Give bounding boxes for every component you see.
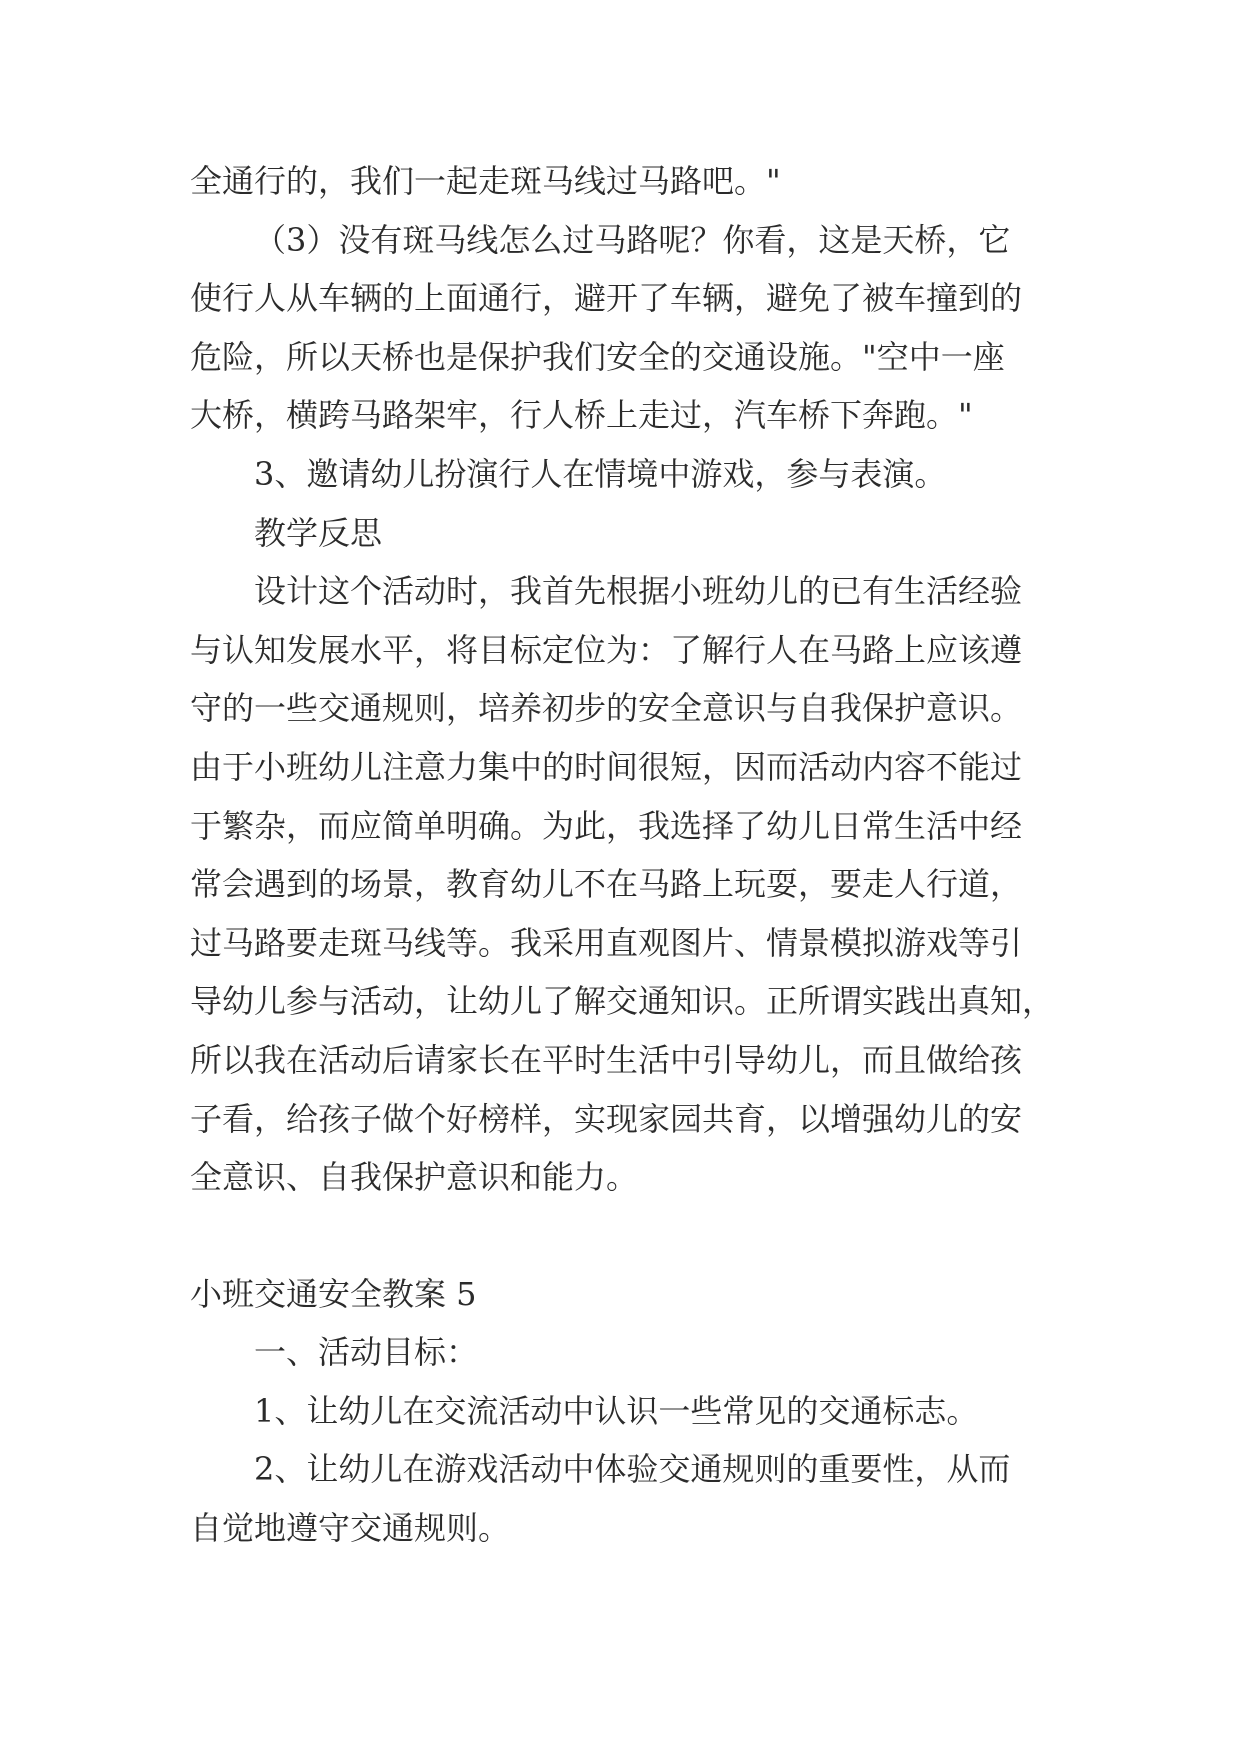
- text-line: 所以我在活动后请家长在平时生活中引导幼儿，而且做给孩: [190, 1040, 1023, 1079]
- text-line: 危险，所以天桥也是保护我们安全的交通设施。"空中一座: [190, 337, 1005, 376]
- text-line: 全通行的，我们一起走斑马线过马路吧。": [190, 162, 781, 200]
- text-line: 由于小班幼儿注意力集中的时间很短，因而活动内容不能过: [190, 747, 1023, 786]
- text-line: 设计这个活动时，我首先根据小班幼儿的已有生活经验: [254, 572, 1023, 611]
- section-gap: [190, 1207, 1070, 1265]
- text-line: 1、让幼儿在交流活动中认识一些常见的交通标志。: [254, 1391, 979, 1430]
- text-line: 与认知发展水平，将目标定位为：了解行人在马路上应该遵: [190, 630, 1023, 669]
- text-line: 自觉地遵守交通规则。: [190, 1509, 511, 1548]
- text-line: （3）没有斑马线怎么过马路呢？你看，这是天桥，它: [254, 220, 1011, 259]
- text-line: 2、让幼儿在游戏活动中体验交通规则的重要性，从而: [254, 1450, 1011, 1489]
- text-line: 于繁杂，而应简单明确。为此，我选择了幼儿日常生活中经: [190, 806, 1023, 845]
- text-line: 小班交通安全教案 5: [190, 1274, 477, 1313]
- text-line: 导幼儿参与活动，让幼儿了解交通知识。正所谓实践出真知，: [190, 982, 1055, 1021]
- text-line: 教学反思: [254, 513, 383, 552]
- text-line: 全意识、自我保护意识和能力。: [190, 1158, 639, 1197]
- text-line: 使行人从车辆的上面通行，避开了车辆，避免了被车撞到的: [190, 279, 1023, 318]
- text-line: 常会遇到的场景，教育幼儿不在马路上玩耍，要走人行道，: [190, 865, 1023, 904]
- text-line: 子看，给孩子做个好榜样，实现家园共育，以增强幼儿的安: [190, 1099, 1023, 1138]
- document-body: [190, 152, 1070, 1558]
- text-line: 守的一些交通规则，培养初步的安全意识与自我保护意识。: [190, 689, 1023, 728]
- text-line: 大桥，横跨马路架牢，行人桥上走过，汽车桥下奔跑。": [190, 396, 973, 435]
- text-line: 过马路要走斑马线等。我采用直观图片、情景模拟游戏等引: [190, 923, 1023, 962]
- text-line: 一、活动目标：: [254, 1333, 479, 1372]
- text-line: 3、邀请幼儿扮演行人在情境中游戏，参与表演。: [254, 454, 947, 493]
